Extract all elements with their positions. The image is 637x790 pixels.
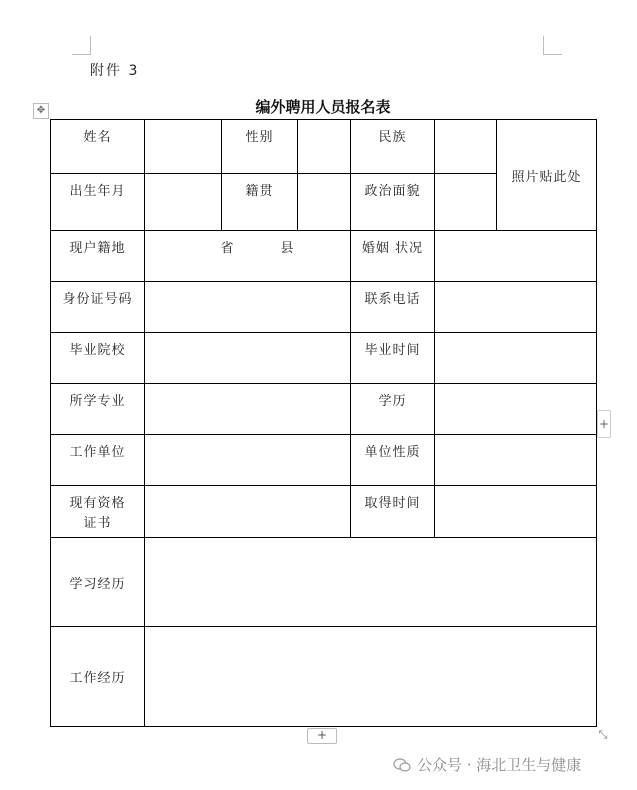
table-move-handle-icon[interactable]: ✥ — [33, 103, 49, 119]
field-birth[interactable] — [145, 174, 222, 231]
field-name[interactable] — [145, 120, 222, 174]
margin-corner-top-left — [72, 36, 91, 55]
attachment-label: 附件 3 — [90, 63, 140, 79]
field-phone[interactable] — [435, 282, 597, 333]
photo-cell[interactable] — [497, 120, 597, 231]
label-id-number: 身份证号码 — [51, 282, 145, 333]
field-major[interactable] — [145, 384, 351, 435]
field-marital[interactable] — [435, 231, 597, 282]
label-marital: 婚姻 状况 — [351, 231, 435, 282]
label-photo: 照片贴此处 — [511, 169, 582, 185]
label-birth: 出生年月 — [51, 174, 145, 231]
registration-form-table — [50, 119, 597, 727]
watermark-text: 公众号 · 海北卫生与健康 — [417, 756, 582, 774]
field-origin[interactable] — [298, 174, 351, 231]
field-grad-time[interactable] — [435, 333, 597, 384]
label-education: 学历 — [351, 384, 435, 435]
field-residence[interactable] — [145, 231, 351, 282]
add-column-button[interactable]: + — [597, 410, 611, 438]
field-certificate[interactable] — [145, 486, 351, 538]
label-cert-time: 取得时间 — [351, 486, 435, 538]
form-title: 编外聘用人员报名表 — [255, 98, 391, 116]
field-employer-type[interactable] — [435, 435, 597, 486]
table-resize-icon[interactable]: ⤡ — [598, 728, 608, 741]
label-employer: 工作单位 — [51, 435, 145, 486]
label-phone: 联系电话 — [351, 282, 435, 333]
label-ethnicity: 民族 — [351, 120, 435, 174]
field-id-number[interactable] — [145, 282, 351, 333]
label-work: 工作经历 — [51, 627, 145, 727]
label-gender: 性别 — [222, 120, 298, 174]
label-study: 学习经历 — [51, 538, 145, 627]
wechat-icon — [393, 758, 411, 772]
field-work[interactable] — [145, 627, 597, 727]
label-major: 所学专业 — [51, 384, 145, 435]
label-province: 省 — [220, 241, 235, 256]
field-political[interactable] — [435, 174, 497, 231]
label-employer-type: 单位性质 — [351, 435, 435, 486]
watermark — [393, 754, 581, 775]
field-education[interactable] — [435, 384, 597, 435]
label-name: 姓名 — [51, 120, 145, 174]
field-study[interactable] — [145, 538, 597, 627]
margin-corner-top-right — [543, 36, 562, 55]
label-residence: 现户籍地 — [51, 231, 145, 282]
add-row-button[interactable]: + — [307, 728, 337, 744]
label-grad-time: 毕业时间 — [351, 333, 435, 384]
label-certificate: 现有资格 证书 — [51, 486, 145, 538]
label-political: 政治面貌 — [351, 174, 435, 231]
field-employer[interactable] — [145, 435, 351, 486]
field-gender[interactable] — [298, 120, 351, 174]
label-county: 县 — [280, 241, 295, 256]
field-school[interactable] — [145, 333, 351, 384]
field-cert-time[interactable] — [435, 486, 597, 538]
label-school: 毕业院校 — [51, 333, 145, 384]
field-ethnicity[interactable] — [435, 120, 497, 174]
label-origin: 籍贯 — [222, 174, 298, 231]
